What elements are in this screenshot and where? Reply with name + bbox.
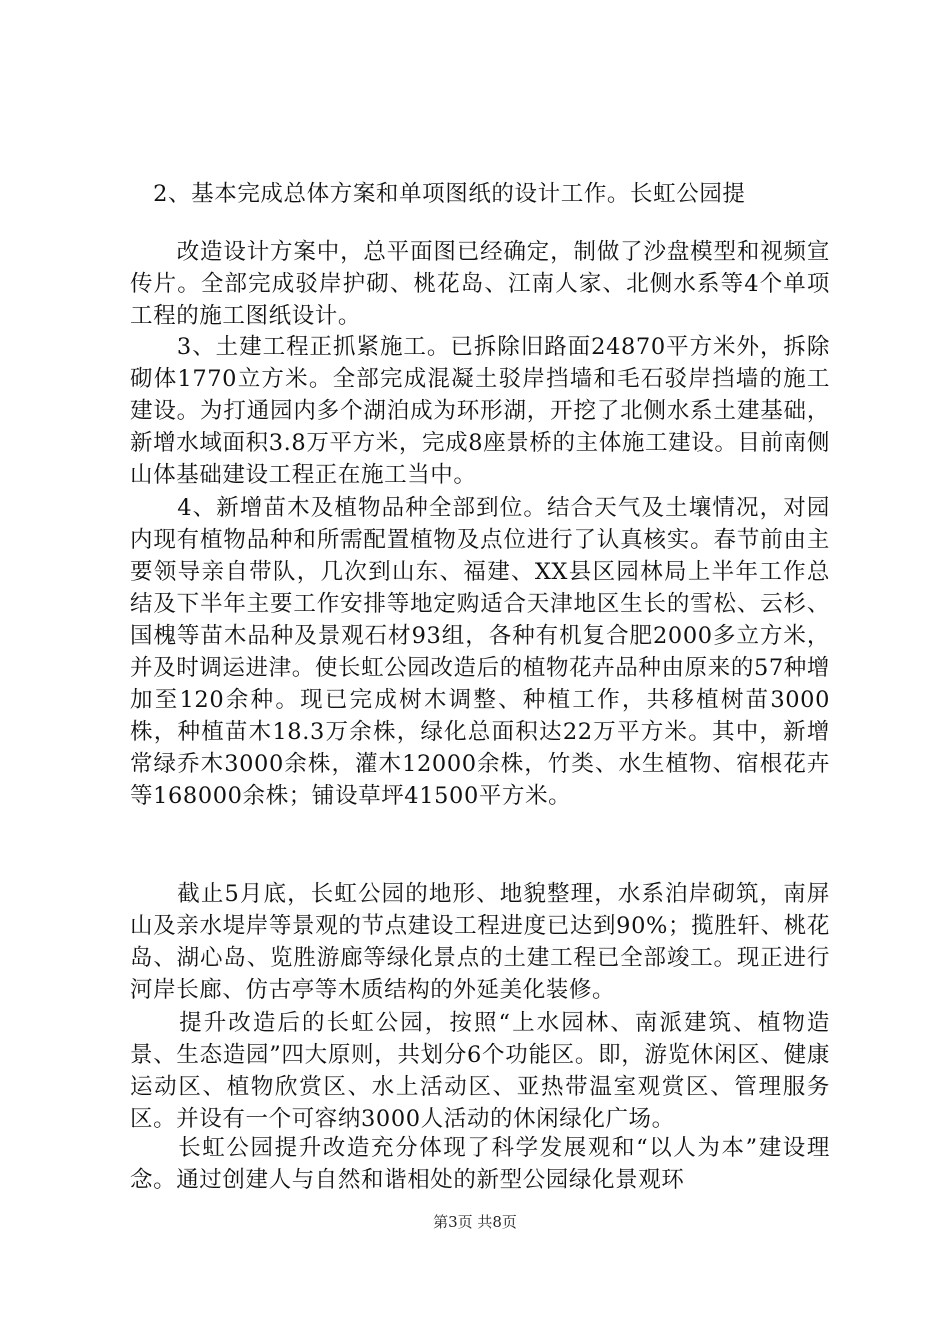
page-footer: 第3页 共8页 [433,1213,517,1231]
paragraph-concept: 长虹公园提升改造充分体现了科学发展观和“以人为本”建设理念。通过创建人与自然和谐相处的新型公园绿化景观环 [130,1135,830,1193]
paragraph-plant-species: 4、新增苗木及植物品种全部到位。结合天气及土壤情况，对园内现有植物品种和所需配置植物及点位进行了认真核实。春节前由主要领导亲自带队，几次到山东、福建、XX县区园林局上半年工作总结及下半年主要工作安排等地定购适合天津地区生长的雪松、云杉、国槐等苗木品种及景观石材93组，各种有机复合肥2000多立方米，并及时调运进津。使长虹公园改造后的植物花卉品种由原来的57种增加至120余种。现已完成树木调整、种植工作，共移植树苗3000株，种植苗木18.3万余株，绿化总面积达22万平方米。其中，新增常绿乔木3000余株，灌木12000余株，竹类、水生植物、宿根花卉等168000余株；铺设草坪41500平方米。 [130,495,830,809]
paragraph-design-plan: 改造设计方案中，总平面图已经确定，制做了沙盘模型和视频宣传片。全部完成驳岸护砌、桃花岛、江南人家、北侧水系等4个单项工程的施工图纸设计。 [130,239,830,329]
paragraph-design-work: 2、基本完成总体方案和单项图纸的设计工作。长虹公园提 [130,181,746,207]
paragraph-progress: 截止5月底，长虹公园的地形、地貌整理，水系泊岸砌筑，南屏山及亲水堤岸等景观的节点建设工程进度已达到90%；揽胜轩、桃花岛、湖心岛、览胜游廊等绿化景点的土建工程已全部竣工。现正进行河岸长廊、仿古亭等木质结构的外延美化装修。 [130,881,830,1003]
paragraph-functional-zones: 提升改造后的长虹公园，按照“上水园林、南派建筑、植物造景、生态造园”四大原则，共划分6个功能区。即，游览休闲区、健康运动区、植物欣赏区、水上活动区、亚热带温室观赏区、管理服务区。并设有一个可容纳3000人活动的休闲绿化广场。 [130,1010,830,1132]
paragraph-civil-works: 3、土建工程正抓紧施工。已拆除旧路面24870平方米外，拆除砌体1770立方米。全部完成混凝土驳岸挡墙和毛石驳岸挡墙的施工建设。为打通园内多个湖泊成为环形湖，开挖了北侧水系土建基础，新增水域面积3.8万平方米，完成8座景桥的主体施工建设。目前南侧山体基础建设工程正在施工当中。 [130,334,830,488]
